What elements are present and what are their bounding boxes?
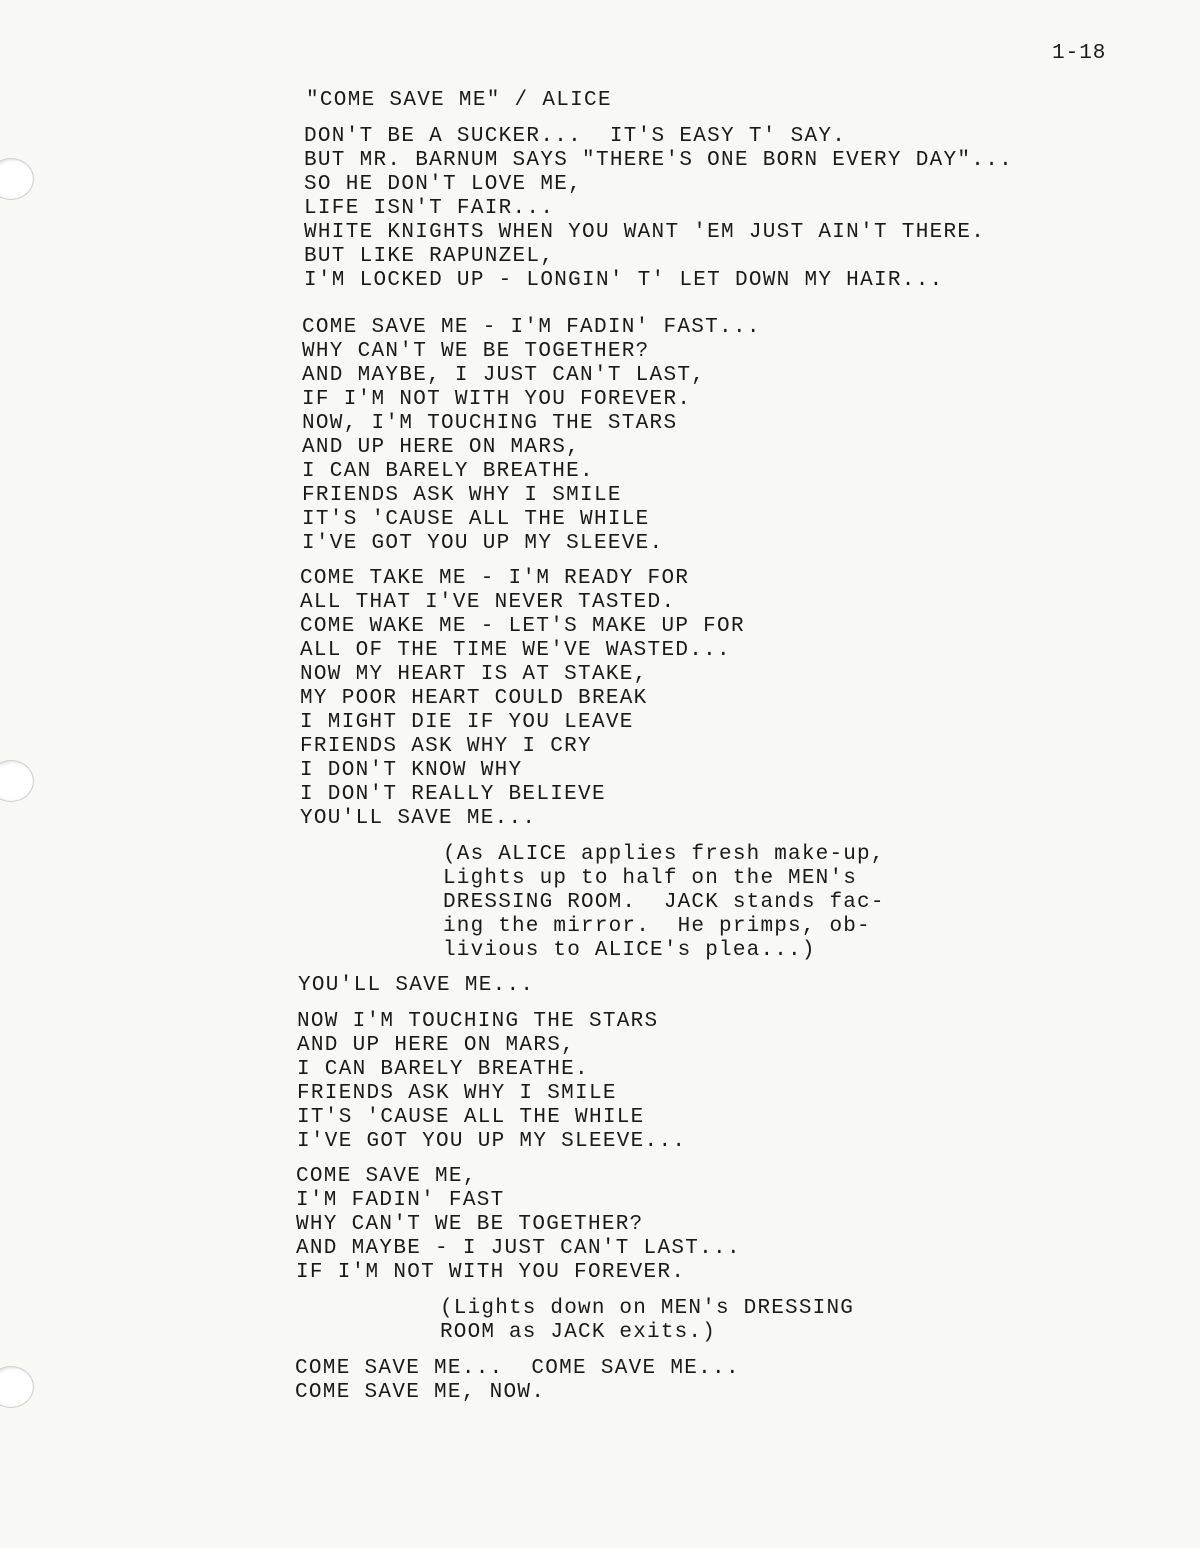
lyric-line: FRIENDS ASK WHY I CRY (300, 735, 592, 758)
lyric-line: IT'S 'CAUSE ALL THE WHILE (297, 1106, 645, 1129)
lyric-line: I MIGHT DIE IF YOU LEAVE (300, 711, 634, 734)
stage-direction-line: livious to ALICE's plea...) (443, 939, 816, 962)
lyric-line: MY POOR HEART COULD BREAK (300, 687, 648, 710)
lyric-line: FRIENDS ASK WHY I SMILE (302, 484, 622, 507)
stage-direction-line: DRESSING ROOM. JACK stands fac- (443, 891, 885, 914)
lyric-line: COME SAVE ME, NOW. (295, 1381, 546, 1404)
lyric-line: NOW, I'M TOUCHING THE STARS (302, 412, 678, 435)
lyric-line: IF I'M NOT WITH YOU FOREVER. (296, 1261, 686, 1284)
lyric-line: AND UP HERE ON MARS, (297, 1034, 576, 1057)
stage-direction-line: (As ALICE applies fresh make-up, (443, 843, 885, 866)
lyric-line: WHITE KNIGHTS WHEN YOU WANT 'EM JUST AIN'T THERE. (304, 221, 986, 244)
lyric-line: I'M FADIN' FAST (296, 1189, 505, 1212)
lyric-line: I'VE GOT YOU UP MY SLEEVE. (302, 532, 664, 555)
lyric-line: YOU'LL SAVE ME... (300, 807, 537, 830)
lyric-line: AND UP HERE ON MARS, (302, 436, 581, 459)
lyric-line: IF I'M NOT WITH YOU FOREVER. (302, 388, 692, 411)
lyric-line: WHY CAN'T WE BE TOGETHER? (302, 340, 650, 363)
stage-direction-line: ROOM as JACK exits.) (440, 1321, 717, 1344)
lyric-line: COME WAKE ME - LET'S MAKE UP FOR (300, 615, 745, 638)
lyric-line: AND MAYBE, I JUST CAN'T LAST, (302, 364, 706, 387)
lyric-line: I'M LOCKED UP - LONGIN' T' LET DOWN MY HAIR... (304, 269, 944, 292)
lyric-line: I'VE GOT YOU UP MY SLEEVE... (297, 1130, 687, 1153)
stage-direction-line: (Lights down on MEN's DRESSING (440, 1297, 855, 1320)
lyric-line: I CAN BARELY BREATHE. (297, 1058, 589, 1081)
lyric-line: AND MAYBE - I JUST CAN'T LAST... (296, 1237, 741, 1260)
lyric-line: COME SAVE ME - I'M FADIN' FAST... (302, 316, 761, 339)
lyric-line: COME SAVE ME... COME SAVE ME... (295, 1357, 740, 1380)
song-title: "COME SAVE ME" / ALICE (306, 89, 612, 112)
lyric-line: NOW MY HEART IS AT STAKE, (300, 663, 648, 686)
lyric-line: I CAN BARELY BREATHE. (302, 460, 594, 483)
lyric-line: NOW I'M TOUCHING THE STARS (297, 1010, 659, 1033)
punch-hole-middle (0, 760, 34, 802)
lyric-line: YOU'LL SAVE ME... (298, 974, 535, 997)
lyric-line: ALL OF THE TIME WE'VE WASTED... (300, 639, 731, 662)
lyric-line: COME TAKE ME - I'M READY FOR (300, 567, 690, 590)
lyric-line: IT'S 'CAUSE ALL THE WHILE (302, 508, 650, 531)
lyric-line: I DON'T KNOW WHY (300, 759, 523, 782)
lyric-line: BUT LIKE RAPUNZEL, (304, 245, 555, 268)
lyric-line: BUT MR. BARNUM SAYS "THERE'S ONE BORN EVERY DAY"... (304, 149, 1014, 172)
punch-hole-top (0, 158, 34, 200)
lyric-line: WHY CAN'T WE BE TOGETHER? (296, 1213, 644, 1236)
page-number: 1-18 (1052, 42, 1107, 65)
stage-direction-line: Lights up to half on the MEN's (443, 867, 858, 890)
lyric-line: FRIENDS ASK WHY I SMILE (297, 1082, 617, 1105)
lyric-line: COME SAVE ME, (296, 1165, 477, 1188)
lyric-line: DON'T BE A SUCKER... IT'S EASY T' SAY. (304, 125, 847, 148)
lyric-line: SO HE DON'T LOVE ME, (304, 173, 583, 196)
punch-hole-bottom (0, 1366, 34, 1408)
lyric-line: ALL THAT I'VE NEVER TASTED. (300, 591, 676, 614)
lyric-line: I DON'T REALLY BELIEVE (300, 783, 606, 806)
lyric-line: LIFE ISN'T FAIR... (304, 197, 555, 220)
stage-direction-line: ing the mirror. He primps, ob- (443, 915, 871, 938)
